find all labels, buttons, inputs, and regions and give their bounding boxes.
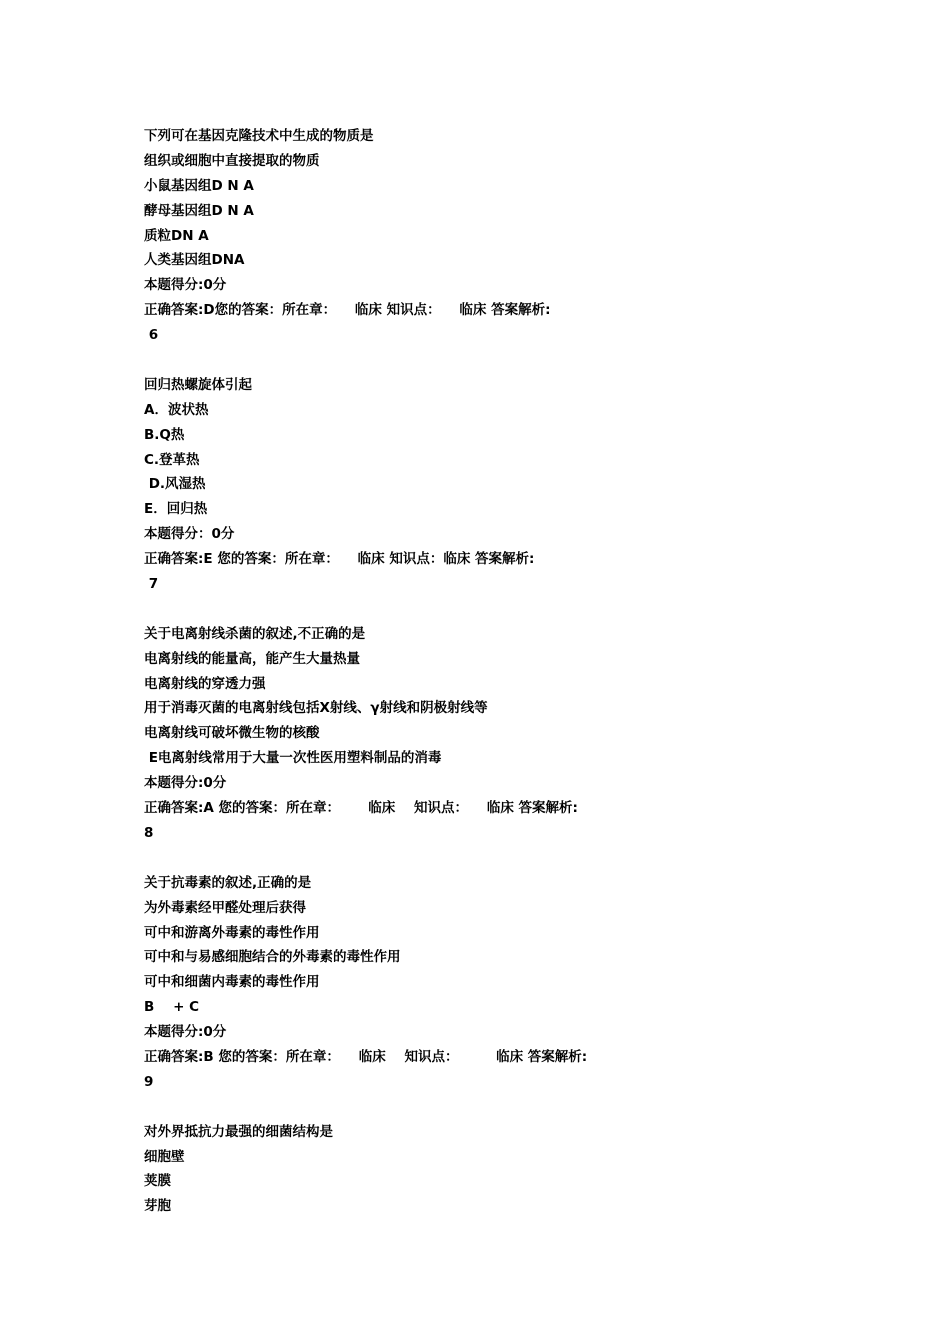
score-line: 本题得分:0分 bbox=[144, 1024, 227, 1041]
score-line: 本题得分：0分 bbox=[144, 526, 235, 543]
question-text: 回归热螺旋体引起 bbox=[144, 376, 252, 393]
option: 芽胞 bbox=[144, 1198, 171, 1215]
option: E．回归热 bbox=[144, 501, 208, 518]
option: 用于消毒灭菌的电离射线包括X射线、γ射线和阴极射线等 bbox=[144, 700, 488, 717]
option: B.Q热 bbox=[144, 426, 185, 443]
option: 组织或细胞中直接提取的物质 bbox=[144, 152, 320, 169]
option: D.风湿热 bbox=[144, 476, 206, 493]
document-page bbox=[144, 124, 844, 1219]
answer-line: 正确答案:B 您的答案：所在章： 临床 知识点： 临床 答案解析: bbox=[144, 1048, 588, 1065]
question-number: 6 bbox=[144, 327, 159, 344]
score-line: 本题得分:0分 bbox=[144, 775, 227, 792]
option: 电离射线可破坏微生物的核酸 bbox=[144, 725, 320, 742]
answer-line: 正确答案:E 您的答案：所在章： 临床 知识点：临床 答案解析: bbox=[144, 551, 535, 568]
question-text: 下列可在基因克隆技术中生成的物质是 bbox=[144, 128, 374, 144]
option: 细胞壁 bbox=[144, 1148, 185, 1165]
question-block bbox=[144, 871, 844, 1120]
option: E电离射线常用于大量一次性医用塑料制品的消毒 bbox=[144, 750, 442, 767]
option: A．波状热 bbox=[144, 401, 209, 418]
option: B + C bbox=[144, 999, 200, 1016]
option: 荚膜 bbox=[144, 1173, 171, 1190]
question-block bbox=[144, 373, 844, 622]
spacer bbox=[144, 846, 844, 871]
question-number: 7 bbox=[144, 576, 159, 593]
question-text: 对外界抵抗力最强的细菌结构是 bbox=[144, 1123, 333, 1140]
option: 小鼠基因组D N A bbox=[144, 177, 254, 194]
question-block bbox=[144, 124, 844, 373]
option: 为外毒素经甲醛处理后获得 bbox=[144, 899, 306, 916]
question-number: 8 bbox=[144, 824, 154, 841]
question-text: 关于电离射线杀菌的叙述,不正确的是 bbox=[144, 625, 366, 642]
option: 电离射线的能量高，能产生大量热量 bbox=[144, 650, 360, 667]
option: 电离射线的穿透力强 bbox=[144, 675, 266, 692]
option: 可中和游离外毒素的毒性作用 bbox=[144, 924, 320, 941]
question-number: 9 bbox=[144, 1073, 154, 1090]
question-block bbox=[144, 622, 844, 871]
option: C.登革热 bbox=[144, 451, 200, 468]
question-block bbox=[144, 1120, 844, 1220]
answer-line: 正确答案:D您的答案：所在章： 临床 知识点： 临床 答案解析: bbox=[144, 302, 551, 319]
option: 质粒DN A bbox=[144, 227, 209, 244]
score-line: 本题得分:0分 bbox=[144, 277, 227, 294]
option: 酵母基因组D N A bbox=[144, 202, 254, 219]
option: 人类基因组DNA bbox=[144, 252, 245, 269]
spacer bbox=[144, 597, 844, 622]
option: 可中和与易感细胞结合的外毒素的毒性作用 bbox=[144, 949, 401, 966]
spacer bbox=[144, 348, 844, 373]
option: 可中和细菌内毒素的毒性作用 bbox=[144, 974, 320, 991]
spacer bbox=[144, 1095, 844, 1120]
question-text: 关于抗毒素的叙述,正确的是 bbox=[144, 874, 312, 891]
answer-line: 正确答案:A 您的答案：所在章： 临床 知识点： 临床 答案解析: bbox=[144, 800, 578, 817]
